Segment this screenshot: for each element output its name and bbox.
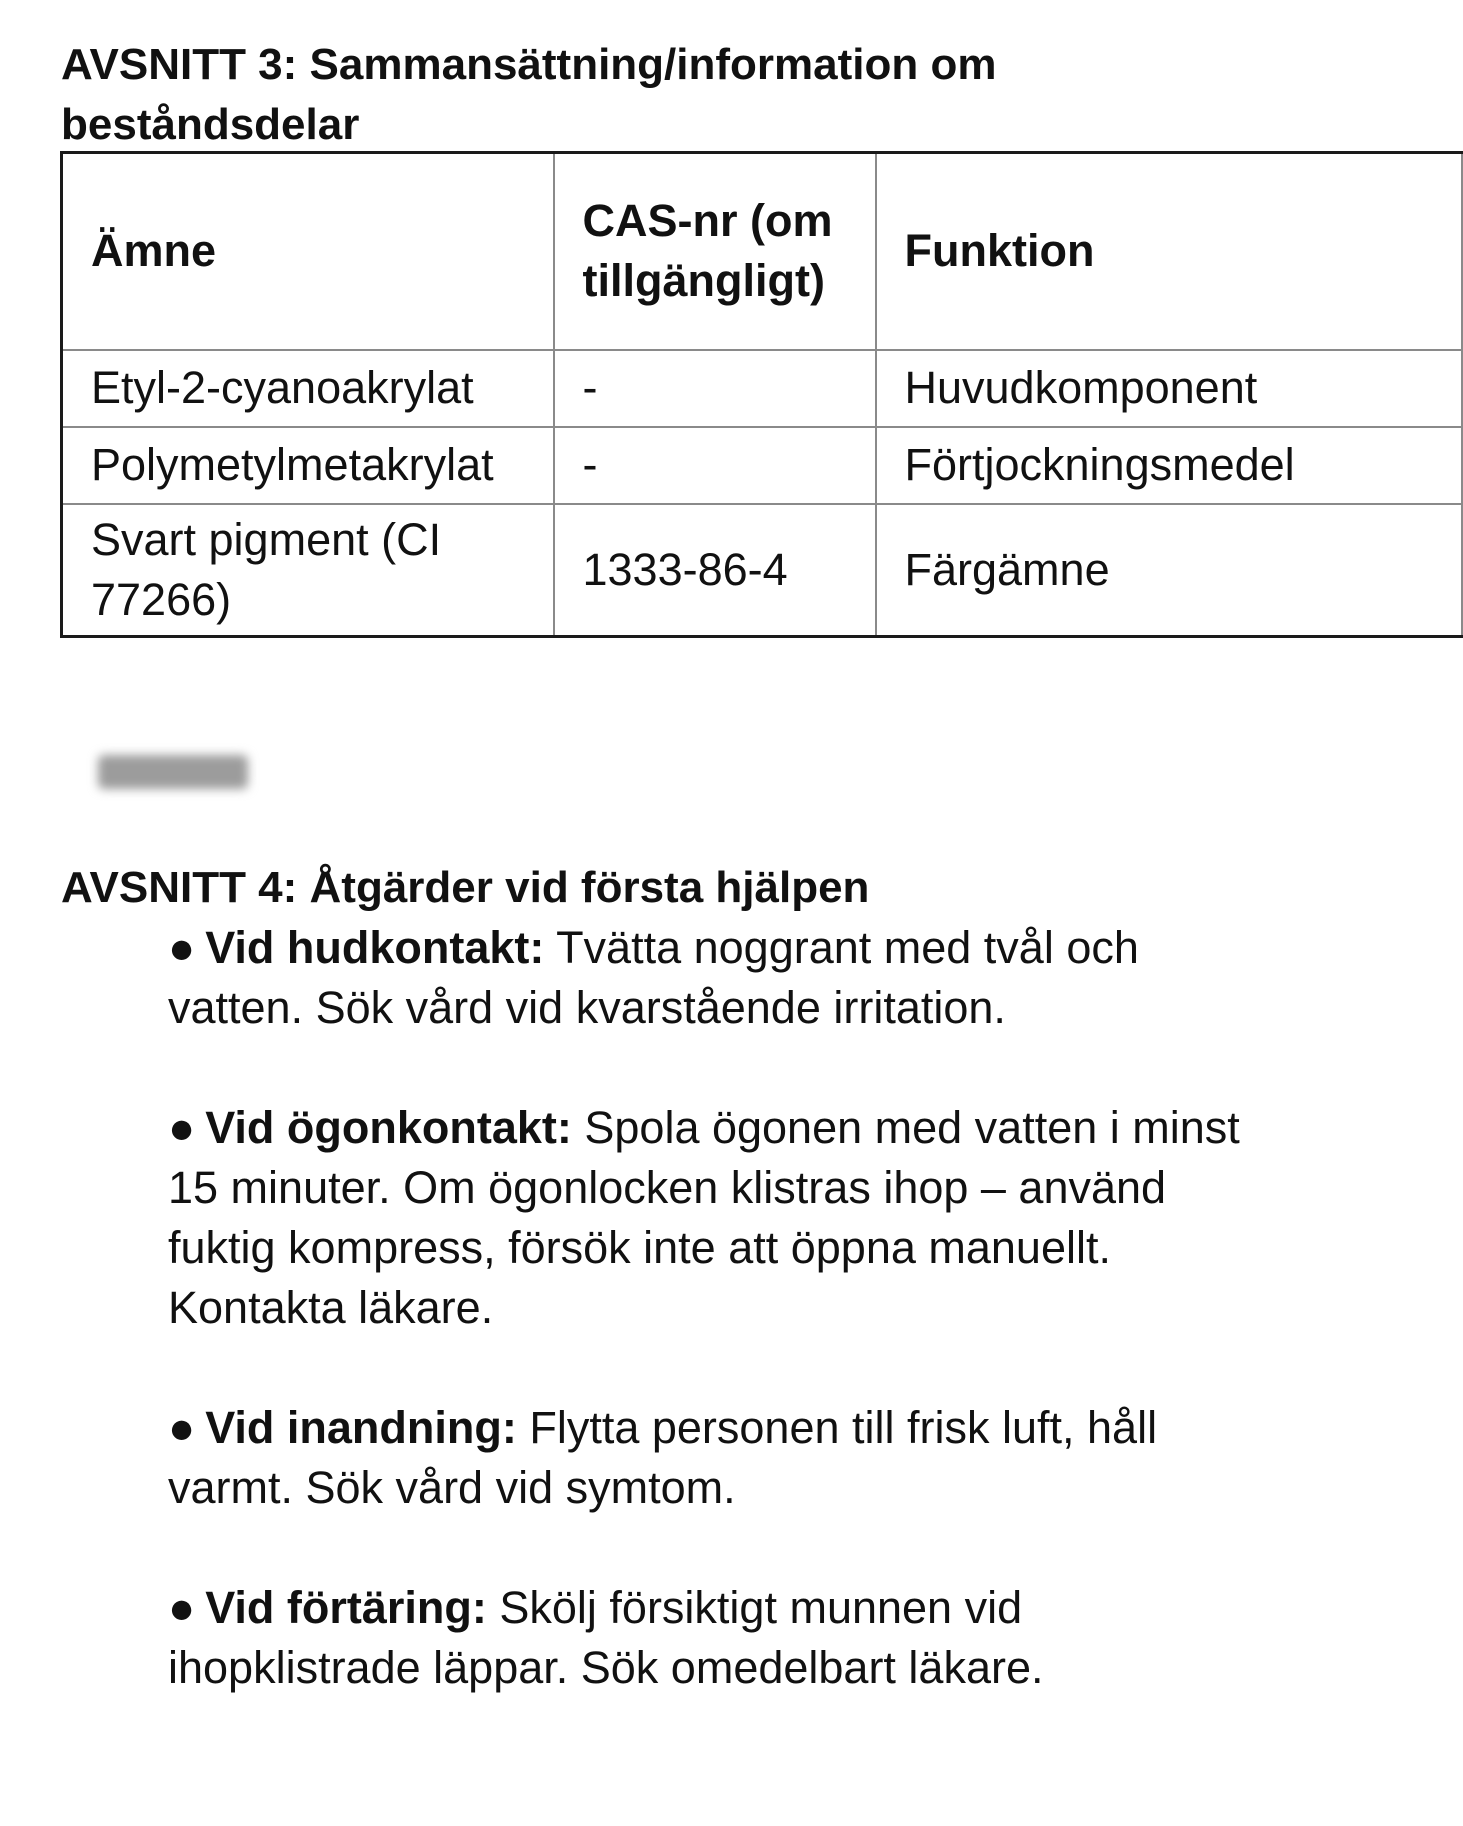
bullet-icon: ● xyxy=(168,1582,196,1633)
cell-cas-number: - xyxy=(554,350,876,427)
first-aid-label: Vid förtäring: xyxy=(205,1582,487,1633)
section-4-heading: AVSNITT 4: Åtgärder vid första hjälpen xyxy=(61,863,870,912)
first-aid-item-ingestion xyxy=(168,1578,1248,1698)
table-row xyxy=(62,427,1462,504)
first-aid-text: Tvätta noggrant med tvål och vatten. Sök vård vid kvarstående irritation. xyxy=(168,922,1139,1033)
redacted-text-block xyxy=(98,755,248,789)
first-aid-item-skin xyxy=(168,918,1248,1038)
cell-cas-number: - xyxy=(554,427,876,504)
first-aid-text: Skölj försiktigt munnen vid ihopklistrade läppar. Sök omedelbart läkare. xyxy=(168,1582,1044,1693)
first-aid-label: Vid ögonkontakt: xyxy=(205,1102,572,1153)
header-cas-number: CAS-nr (om tillgängligt) xyxy=(554,153,876,350)
header-substance: Ämne xyxy=(62,153,554,350)
header-function: Funktion xyxy=(876,153,1462,350)
first-aid-text: Flytta personen till frisk luft, håll varmt. Sök vård vid symtom. xyxy=(168,1402,1158,1513)
cell-substance: Svart pigment (CI 77266) xyxy=(62,504,554,637)
bullet-icon: ● xyxy=(168,922,196,973)
composition-table-container xyxy=(60,151,1295,641)
first-aid-text: Spola ögonen med vatten i minst 15 minuter. Om ögonlocken klistras ihop – använd fuktig kompress, försök inte att öppna manuellt. Kontakta läkare. xyxy=(168,1102,1240,1333)
cell-substance: Etyl-2-cyanoakrylat xyxy=(62,350,554,427)
table-row xyxy=(62,504,1462,637)
cell-substance: Polymetylmetakrylat xyxy=(62,427,554,504)
first-aid-item-inhalation xyxy=(168,1398,1248,1518)
table-row xyxy=(62,350,1462,427)
first-aid-item-eyes xyxy=(168,1098,1248,1338)
table-header-row xyxy=(62,153,1462,350)
bullet-icon: ● xyxy=(168,1402,196,1453)
bullet-icon: ● xyxy=(168,1102,196,1153)
first-aid-label: Vid inandning: xyxy=(205,1402,517,1453)
cell-function: Huvudkomponent xyxy=(876,350,1462,427)
section-3-heading: AVSNITT 3: Sammansättning/information om beståndsdelar xyxy=(61,40,997,149)
composition-table xyxy=(60,151,1463,638)
cell-function: Förtjockningsmedel xyxy=(876,427,1462,504)
first-aid-list xyxy=(168,918,1248,1758)
cell-function: Färgämne xyxy=(876,504,1462,637)
cell-cas-number: 1333-86-4 xyxy=(554,504,876,637)
first-aid-label: Vid hudkontakt: xyxy=(205,922,545,973)
